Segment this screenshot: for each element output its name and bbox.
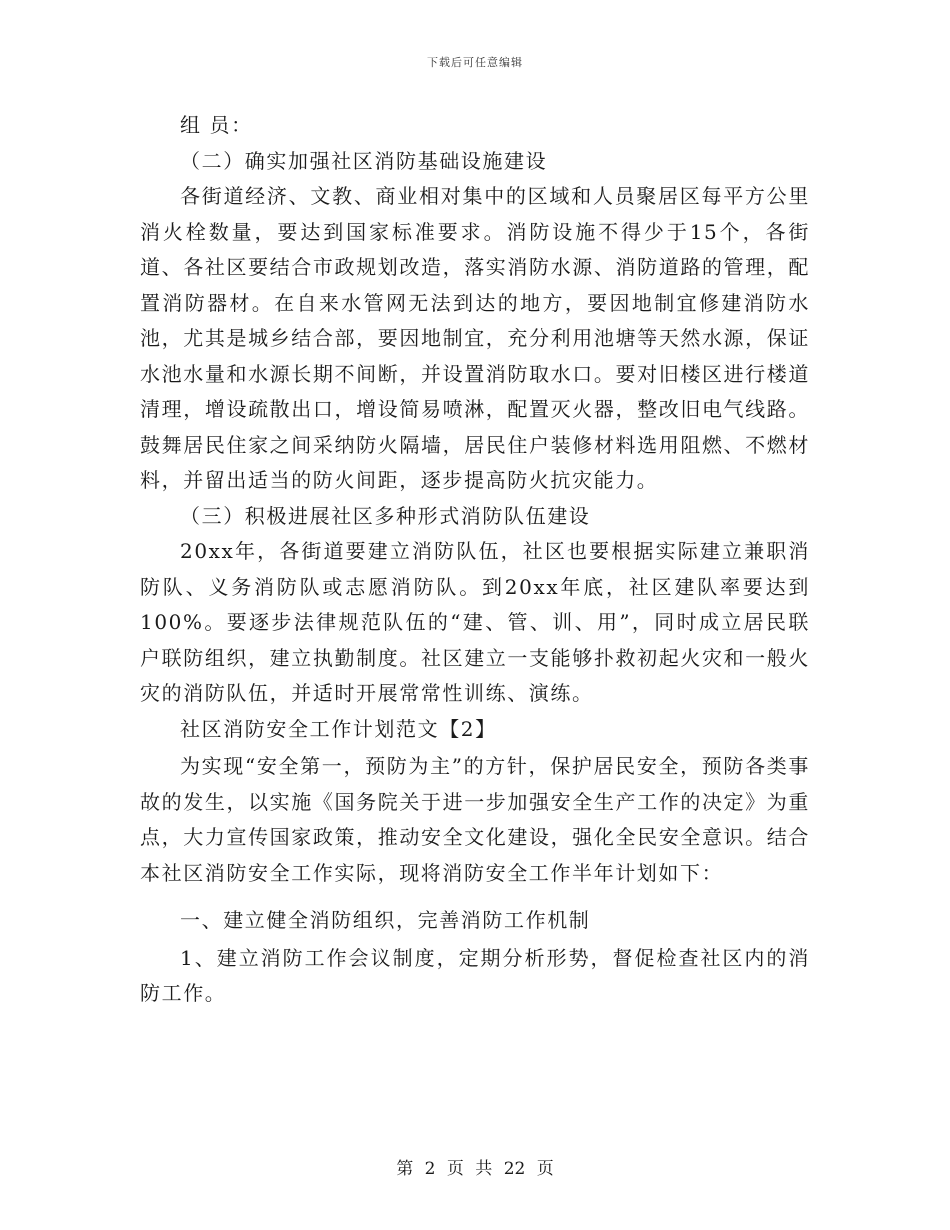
document-body: [140, 108, 810, 1012]
section-heading-2: （二）确实加强社区消防基础设施建设: [180, 148, 548, 173]
article-title-2: 社区消防安全工作计划范文【2】: [180, 716, 497, 741]
page-footer: 第 2 页 共 22 页: [396, 1159, 554, 1179]
paragraph-item-1: 1、建立消防工作会议制度，定期分析形势，督促检查社区内的消防工作。: [140, 945, 810, 1005]
page-header: 下载后可任意编辑: [427, 56, 523, 69]
paragraph-fire-teams: 20xx年，各街道要建立消防队伍，社区也要根据实际建立兼职消防队、义务消防队或志愿消防队。到20xx年底，社区建队率要达到100%。要逐步法律规范队伍的“建、管、训、用”，同时成立居民联户联防组织，建立执勤制度。社区建立一支能够扑救初起火灾和一般火灾的消防队伍，并适时开展常常性训练、演练。: [140, 539, 810, 705]
section-heading-one: 一、建立健全消防组织，完善消防工作机制: [180, 908, 591, 932]
section-heading-3: （三）积极进展社区多种形式消防队伍建设: [180, 503, 591, 528]
paragraph-members: 组 员：: [180, 113, 253, 137]
paragraph-intro: 为实现“安全第一，预防为主”的方针，保护居民安全，预防各类事故的发生，以实施《国务院关于进一步加强安全生产工作的决定》为重点，大力宣传国家政策，推动安全文化建设，强化全民安全意识。结合本社区消防安全工作实际，现将消防安全工作半年计划如下：: [140, 754, 810, 885]
paragraph-infrastructure: 各街道经济、文教、商业相对集中的区域和人员聚居区每平方公里消火栓数量，要达到国家标准要求。消防设施不得少于15个，各街道、各社区要结合市政规划改造，落实消防水源、消防道路的管理，配置消防器材。在自来水管网无法到达的地方，要因地制宜修建消防水池，尤其是城乡结合部，要因地制宜，充分利用池塘等天然水源，保证水池水量和水源长期不间断，并设置消防取水口。要对旧楼区进行楼道清理，增设疏散出口，增设简易喷淋，配置灭火器，整改旧电气线路。鼓舞居民住家之间采纳防火隔墙，居民住户装修材料选用阻燃、不燃材料，并留出适当的防火间距，逐步提高防火抗灾能力。: [140, 184, 810, 492]
